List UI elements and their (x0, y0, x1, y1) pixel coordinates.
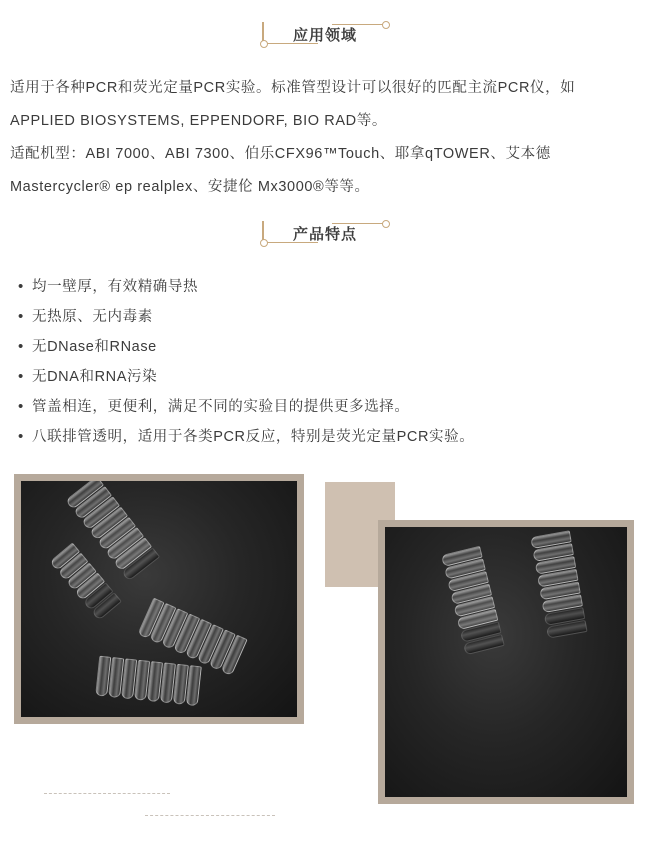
heading-dot-left-icon (260, 40, 268, 48)
section-title-features: 产品特点 (292, 226, 357, 243)
list-item: • 八联排管透明，适用于各类PCR反应，特别是荧光定量PCR实验。 (18, 422, 640, 452)
list-item: • 无热原、无内毒素 (18, 302, 640, 332)
tube-row (530, 530, 587, 639)
product-photo-left (14, 474, 304, 724)
tube-row (441, 546, 505, 657)
list-item: • 均一壁厚，有效精确导热 (18, 272, 640, 302)
section-heading-application (260, 18, 390, 51)
application-paragraph-line: 适用于各种PCR和荧光定量PCR实验。标准管型设计可以很好的匹配主流PCR仪，如 (10, 80, 576, 96)
application-paragraph-line: Mastercycler® ep realplex、安捷伦 Mx3000®等等。 (10, 179, 370, 195)
dashed-rule (145, 815, 275, 816)
list-item: • 无DNA和RNA污染 (18, 362, 640, 392)
tube-row (95, 656, 203, 707)
features-list (0, 272, 650, 452)
list-item: • 无DNase和RNase (18, 332, 640, 362)
heading-dot-right-icon (382, 21, 390, 29)
section-heading-features (260, 217, 390, 250)
pcr-tube-strip (441, 546, 505, 657)
footer-decoration (0, 793, 650, 833)
photo-backdrop (21, 481, 297, 717)
pcr-tube-strip (530, 530, 587, 639)
product-image-gallery (0, 474, 650, 804)
product-photo-right (378, 520, 634, 804)
pcr-tube-strip (95, 656, 203, 707)
heading-accent-bar (262, 221, 264, 241)
application-paragraphs (0, 73, 650, 203)
heading-dot-right-icon (382, 220, 390, 228)
heading-dot-left-icon (260, 239, 268, 247)
list-item: • 管盖相连，更便利，满足不同的实验目的提供更多选择。 (18, 392, 640, 422)
photo-backdrop (385, 527, 627, 797)
section-title-application: 应用领域 (292, 27, 357, 44)
dashed-rule (44, 793, 170, 794)
heading-accent-bar (262, 22, 264, 42)
application-paragraph-line: APPLIED BIOSYSTEMS, EPPENDORF, BIO RAD等。 (10, 113, 387, 129)
application-paragraph-line: 适配机型：ABI 7000、ABI 7300、伯乐CFX96™Touch、耶拿qTOWER、艾本德 (10, 146, 551, 162)
